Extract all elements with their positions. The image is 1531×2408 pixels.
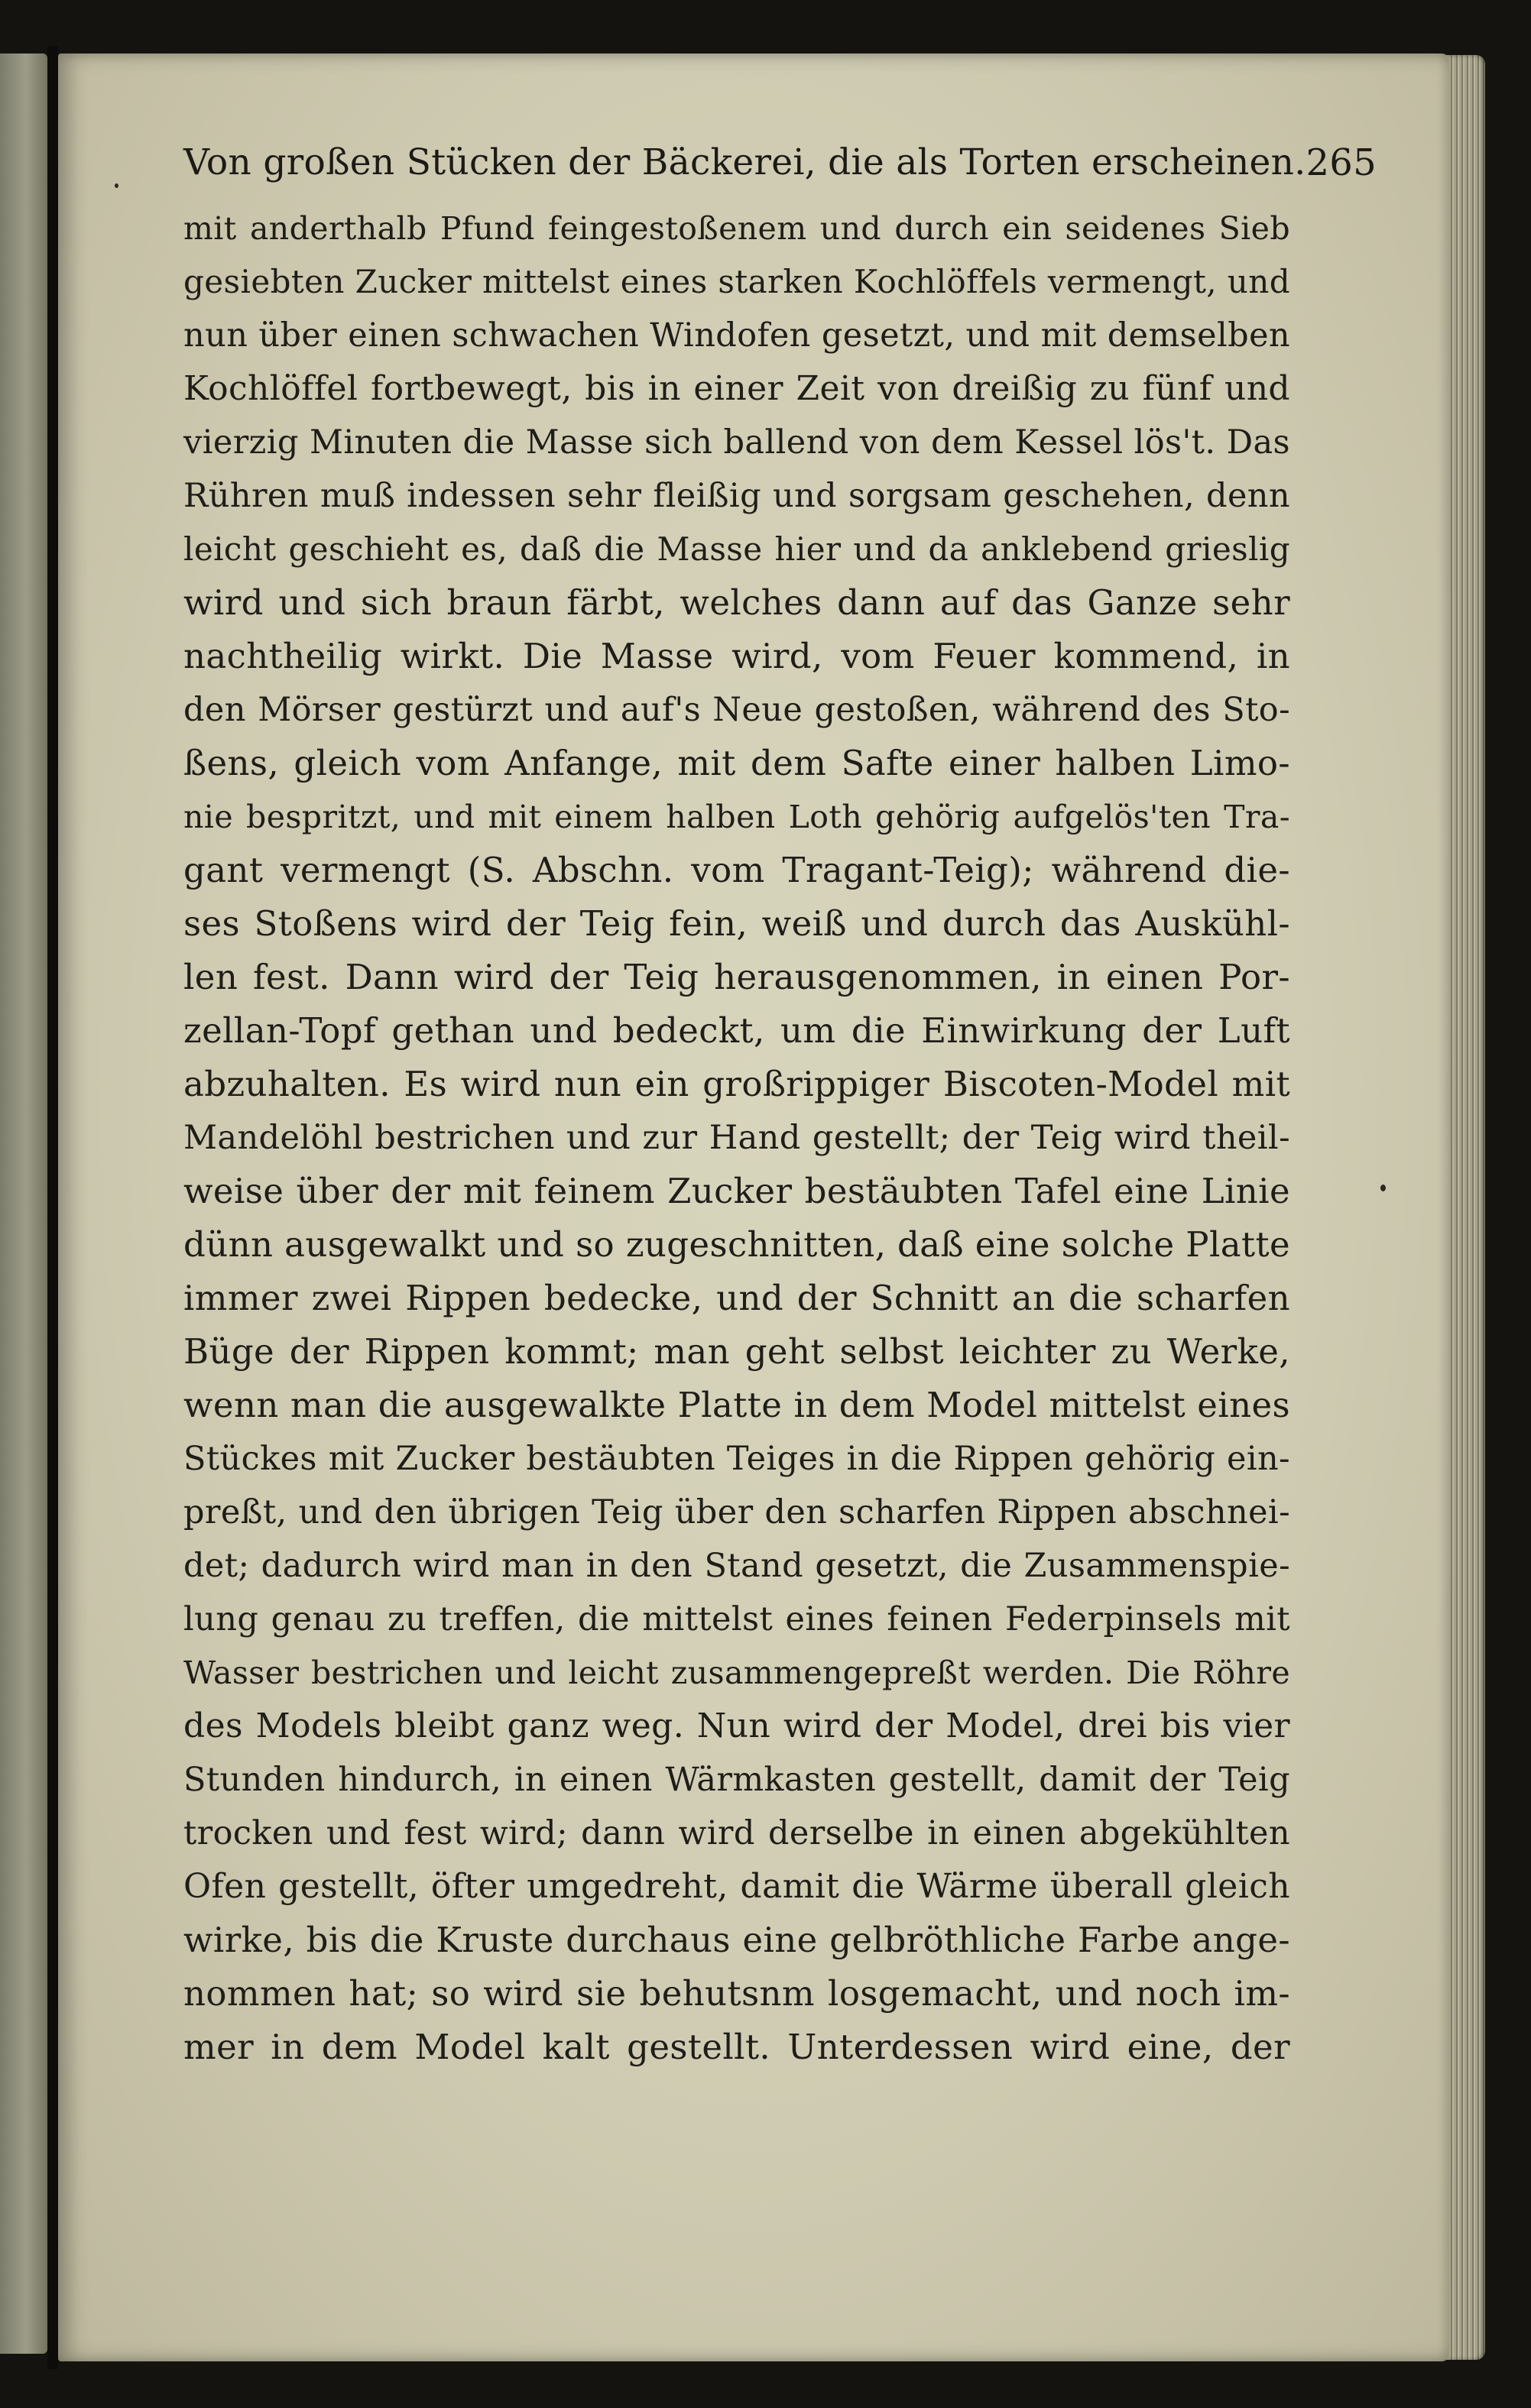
text-line: mer in dem Model kalt gestellt. Unterdessen wird eine, der — [183, 2027, 1290, 2067]
text-line: leicht geschieht es, daß die Masse hier und da anklebend grieslig — [183, 530, 1290, 568]
text-line: gesiebten Zucker mittelst eines starken Kochlöffels vermengt, und — [183, 263, 1290, 300]
text-line: Kochlöffel fortbewegt, bis in einer Zeit von dreißig zu fünf und — [183, 369, 1290, 408]
text-line: lung genau zu treffen, die mittelst eines feinen Federpinsels mit — [183, 1600, 1290, 1638]
text-line: den Mörser gestürzt und auf's Neue gestoßen, während des Sto- — [183, 691, 1290, 729]
text-line: des Models bleibt ganz weg. Nun wird der Model, drei bis vier — [183, 1706, 1290, 1745]
text-line: wirke, bis die Kruste durchaus eine gelbröthliche Farbe ange- — [183, 1920, 1290, 1960]
text-line: det; dadurch wird man in den Stand gesetzt, die Zusammenspie- — [183, 1547, 1290, 1585]
book-gutter — [47, 46, 58, 2369]
text-line: ßens, gleich vom Anfange, mit dem Safte einer halben Limo- — [183, 743, 1290, 783]
text-line: Büge der Rippen kommt; man geht selbst leichter zu Werke, — [183, 1331, 1290, 1372]
text-line: zellan-Topf gethan und bedeckt, um die Einwirkung der Luft — [183, 1010, 1290, 1051]
page-number: 265 — [1306, 141, 1377, 184]
text-line: mit anderthalb Pfund feingestoßenem und durch ein seidenes Sieb — [183, 210, 1290, 247]
text-line: Rühren muß indessen sehr fleißig und sorgsam geschehen, denn — [183, 477, 1290, 515]
text-line: Wasser bestrichen und leicht zusammengepreßt werden. Die Röhre — [183, 1654, 1290, 1691]
text-line: Stückes mit Zucker bestäubten Teiges in die Rippen gehörig ein- — [183, 1440, 1290, 1478]
body-text — [183, 202, 1290, 2074]
text-line: nachtheilig wirkt. Die Masse wird, vom Feuer kommend, in — [183, 636, 1290, 676]
text-line: ses Stoßens wird der Teig fein, weiß und durch das Auskühl- — [183, 903, 1290, 944]
left-page-edge — [0, 53, 47, 2354]
text-line: nie bespritzt, und mit einem halben Loth gehörig aufgelös'ten Tra- — [183, 799, 1290, 835]
text-line: weise über der mit feinem Zucker bestäubten Tafel eine Linie — [183, 1171, 1290, 1211]
running-header-title: Von großen Stücken der Bäckerei, die als Torten erscheinen. — [183, 141, 1306, 183]
text-line: nommen hat; so wird sie behutsnm losgemacht, und noch im- — [183, 1973, 1290, 2014]
text-line: len fest. Dann wird der Teig herausgenommen, in einen Por- — [183, 957, 1290, 997]
text-line: Mandelöhl bestrichen und zur Hand gestellt; der Teig wird theil- — [183, 1119, 1290, 1157]
page-block-edges — [1443, 55, 1485, 2360]
ink-speck — [1380, 1185, 1386, 1191]
ink-speck — [115, 183, 118, 188]
text-line: Stunden hindurch, in einen Wärmkasten gestellt, damit der Teig — [183, 1761, 1290, 1799]
text-line: trocken und fest wird; dann wird derselbe in einen abgekühlten — [183, 1814, 1290, 1852]
text-line: wenn man die ausgewalkte Platte in dem Model mittelst eines — [183, 1385, 1290, 1425]
text-line: abzuhalten. Es wird nun ein großrippiger Biscoten-Model mit — [183, 1064, 1290, 1104]
text-line: vierzig Minuten die Masse sich ballend von dem Kessel lös't. Das — [183, 423, 1290, 462]
text-line: nun über einen schwachen Windofen gesetzt, und mit demselben — [183, 316, 1291, 355]
text-line: Ofen gestellt, öfter umgedreht, damit die Wärme überall gleich — [183, 1867, 1290, 1906]
text-line: preßt, und den übrigen Teig über den scharfen Rippen abschnei- — [183, 1493, 1290, 1531]
text-line: immer zwei Rippen bedecke, und der Schnitt an die scharfen — [183, 1278, 1290, 1318]
text-line: dünn ausgewalkt und so zugeschnitten, daß eine solche Platte — [183, 1224, 1290, 1265]
text-line: gant vermengt (S. Abschn. vom Tragant-Teig); während die- — [183, 850, 1290, 890]
running-header — [183, 136, 1377, 190]
text-line: wird und sich braun färbt, welches dann auf das Ganze sehr — [183, 582, 1290, 623]
